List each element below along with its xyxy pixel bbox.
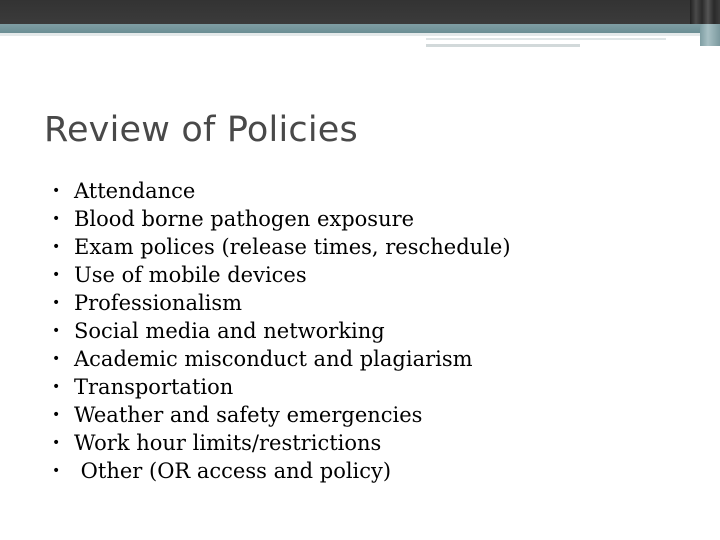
header-light-line-shorter [426,44,580,47]
bullet-icon: • [52,407,61,423]
bullet-list [52,177,511,485]
bullet-item [52,289,511,317]
bullet-icon: • [52,183,61,199]
header-teal-bar [0,24,720,33]
bullet-icon: • [52,295,61,311]
bullet-icon: • [52,239,61,255]
header-dark-bar-accent [690,0,720,24]
bullet-item [52,317,511,345]
bullet-icon: • [52,435,61,451]
bullet-text: Exam polices (release times, reschedule) [74,235,511,259]
bullet-item [52,373,511,401]
bullet-text: Transportation [74,375,234,399]
bullet-text: Academic misconduct and plagiarism [74,347,473,371]
bullet-item [52,345,511,373]
bullet-icon: • [52,463,61,479]
bullet-item [52,233,511,261]
bullet-item [52,457,511,485]
bullet-text: Work hour limits/restrictions [74,431,382,455]
bullet-icon: • [52,267,61,283]
header-teal-bar-accent [700,24,720,46]
bullet-text: Weather and safety emergencies [74,403,423,427]
bullet-text: Professionalism [74,291,243,315]
header-light-line [0,33,700,36]
bullet-item [52,429,511,457]
bullet-item [52,205,511,233]
header-dark-bar [0,0,720,24]
bullet-icon: • [52,379,61,395]
bullet-text: Use of mobile devices [74,263,307,287]
bullet-icon: • [52,211,61,227]
bullet-text: Attendance [74,179,196,203]
slide-title: Review of Policies [44,110,358,150]
header-light-line-short [426,38,666,40]
bullet-item [52,401,511,429]
bullet-item [52,177,511,205]
bullet-text: Blood borne pathogen exposure [74,207,415,231]
bullet-icon: • [52,351,61,367]
bullet-icon: • [52,323,61,339]
bullet-item [52,261,511,289]
bullet-text: Other (OR access and policy) [74,459,392,483]
bullet-text: Social media and networking [74,319,385,343]
